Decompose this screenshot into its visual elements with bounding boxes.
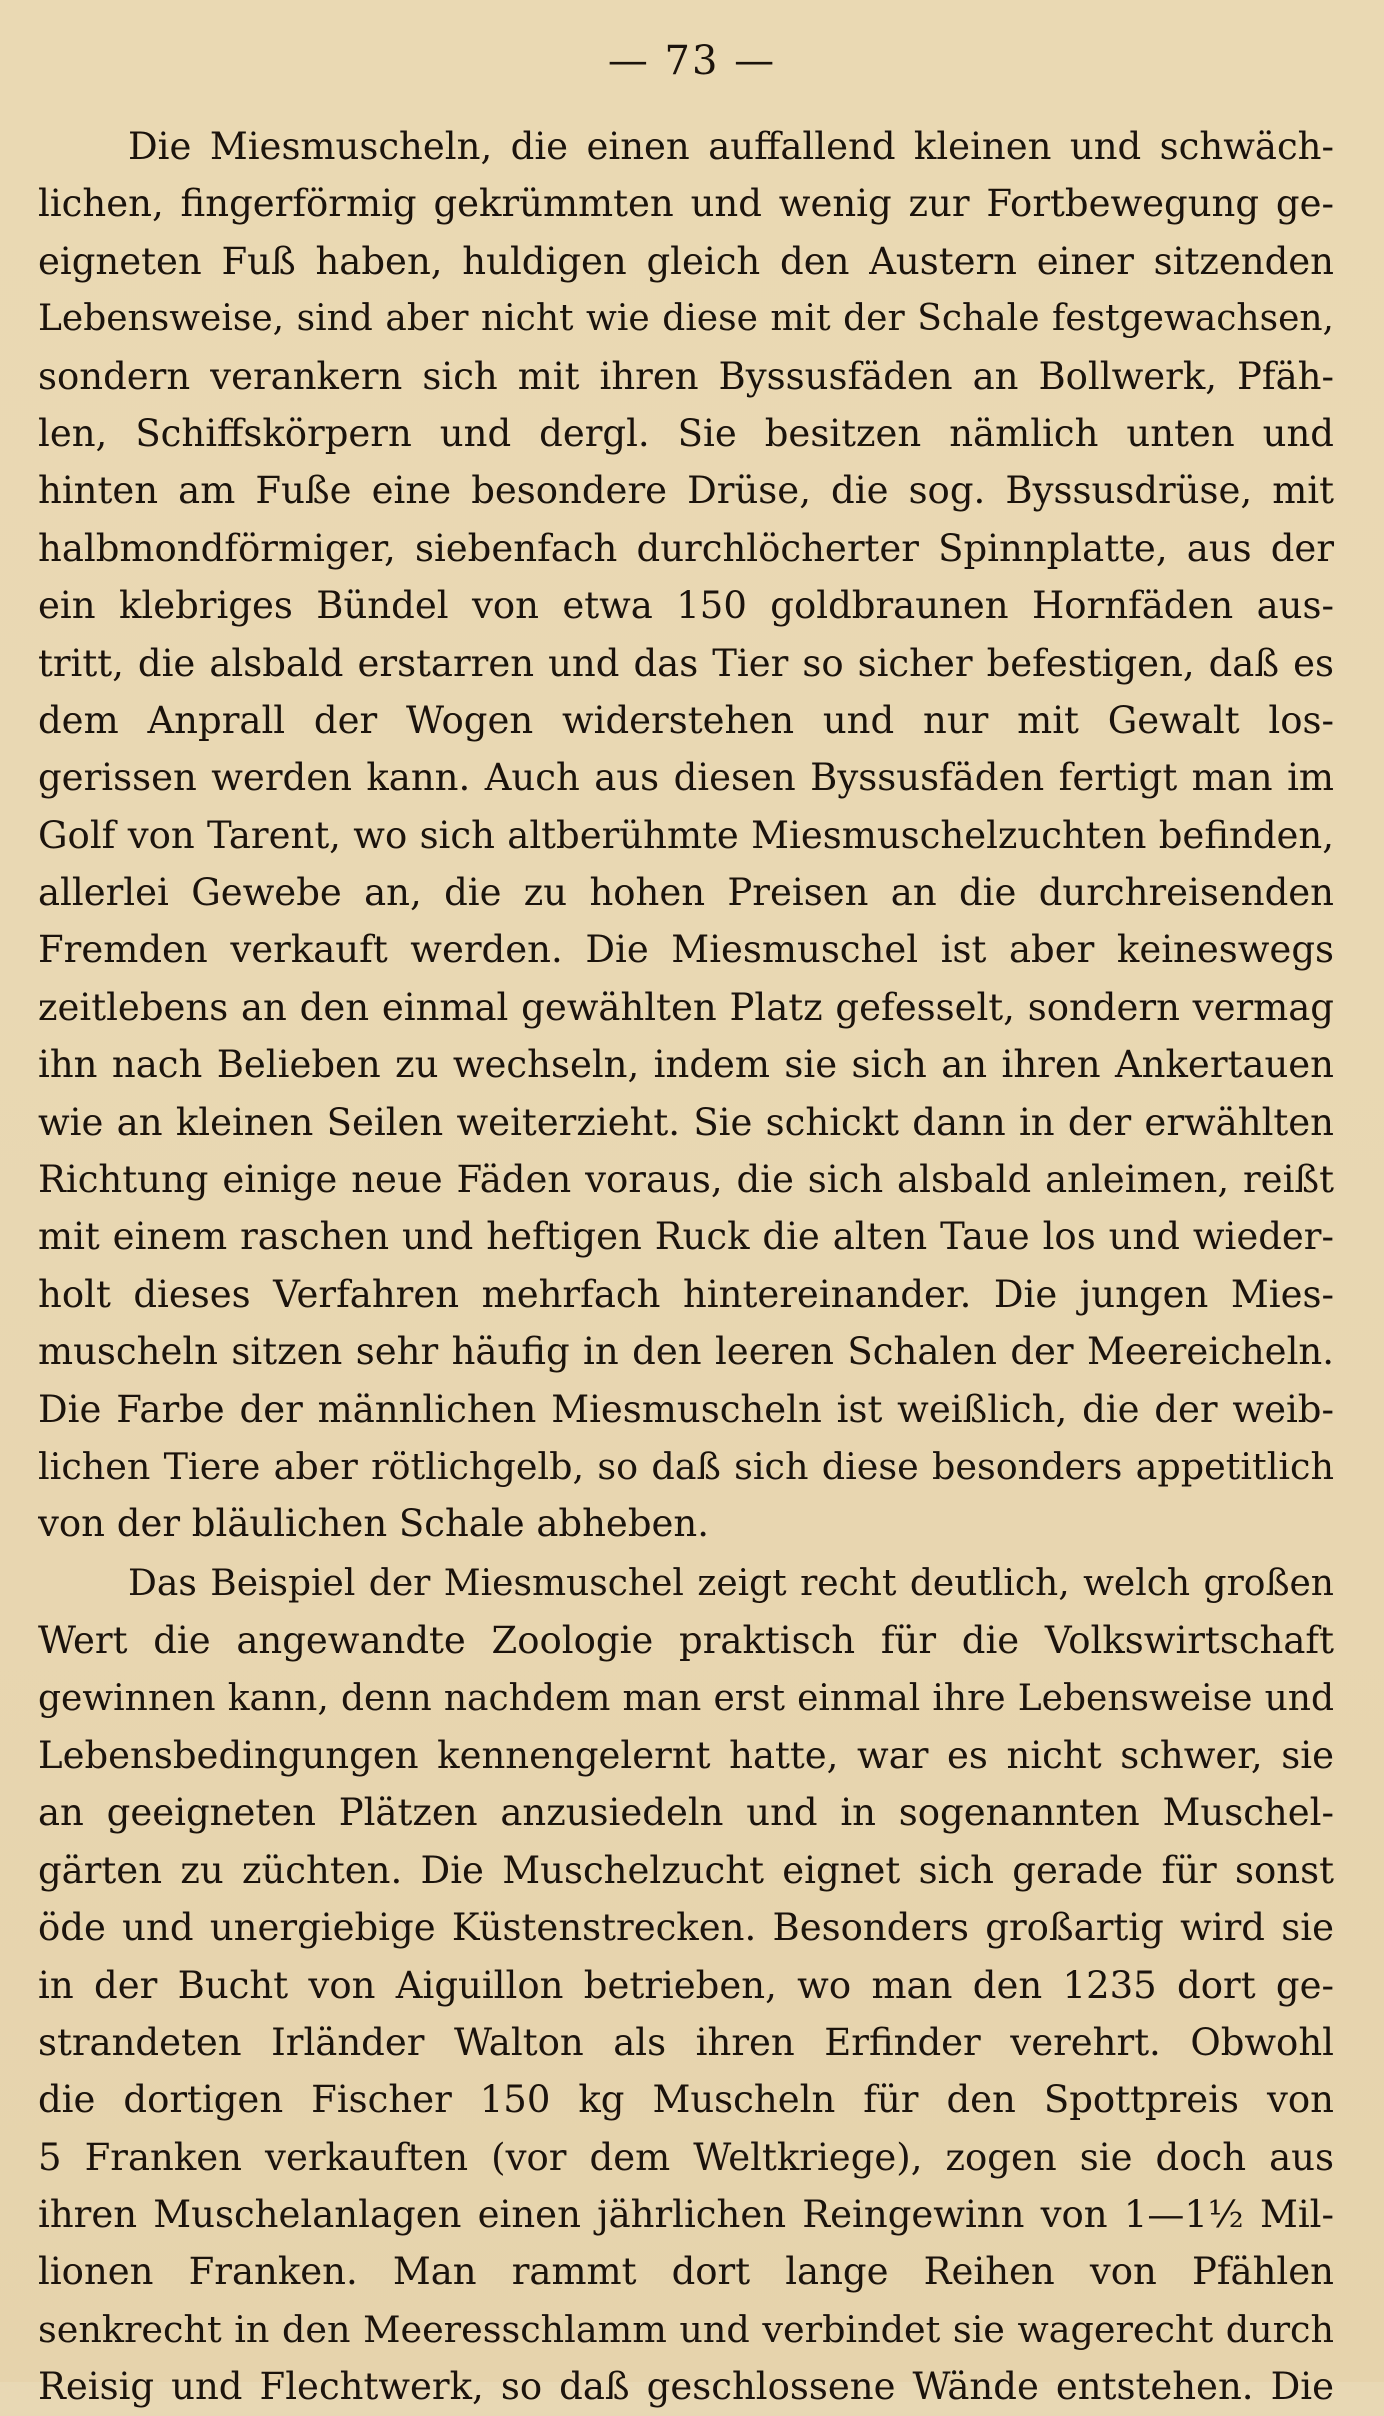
text-line: Lebensweise, sind aber nicht wie diese mit der Schale festgewachsen, [38,298,1334,340]
paragraph-muschelzucht [38,1555,1334,2416]
text-line: die dortigen Fischer 150 kg Muscheln für den Spottpreis von [38,2078,1334,2122]
text-line: Die Farbe der männlichen Miesmuscheln ist weißlich, die der weib- [38,1387,1334,1431]
text-line: Fremden verkauft werden. Die Miesmuschel ist aber keineswegs [38,928,1334,972]
text-line: wie an kleinen Seilen weiterzieht. Sie schickt dann in der erwählten [38,1100,1334,1144]
text-line: gärten zu züchten. Die Muschelzucht eignet sich gerade für sonst [38,1848,1334,1892]
text-line: allerlei Gewebe an, die zu hohen Preisen an die durchreisenden [38,871,1334,915]
text-line: senkrecht in den Meeresschlamm und verbindet sie wagerecht durch [38,2307,1334,2351]
text-line: ein klebriges Bündel von etwa 150 goldbraunen Hornfäden aus- [38,584,1334,628]
text-line: Die Miesmuscheln, die einen auffallend kleinen und schwäch- [128,125,1334,168]
text-line: lichen, fingerförmig gekrümmten und wenig zur Fortbewegung ge- [38,182,1334,226]
text-line: gerissen werden kann. Auch aus diesen Byssusfäden fertigt man im [38,756,1334,800]
text-line: lionen Franken. Man rammt dort lange Reihen von Pfählen [38,2250,1334,2294]
text-line: tritt, die alsbald erstarren und das Tier so sicher befestigen, daß es [38,641,1334,685]
text-line: Richtung einige neue Fäden voraus, die sich alsbald anleimen, reißt [38,1158,1334,1202]
paragraph-miesmuscheln [38,118,1334,1553]
text-line: zeitlebens an den einmal gewählten Platz gefesselt, sondern vermag [38,985,1334,1029]
text-line: lichen Tiere aber rötlichgelb, so daß sich diese besonders appetitlich [38,1444,1334,1488]
body-text [38,118,1334,2416]
text-line: ihn nach Belieben zu wechseln, indem sie sich an ihren Ankertauen [38,1043,1334,1087]
text-line: len, Schiffskörpern und dergl. Sie besitzen nämlich unten und [38,411,1334,455]
text-line: Lebensbedingungen kennengelernt hatte, war es nicht schwer, sie [38,1733,1334,1777]
text-line: Wert die angewandte Zoologie praktisch für die Volkswirtschaft [38,1619,1334,1663]
text-line: holt dieses Verfahren mehrfach hintereinander. Die jungen Mies- [38,1272,1334,1316]
text-line: halbmondförmiger, siebenfach durchlöcherter Spinnplatte, aus der [38,526,1334,570]
text-line: mit einem raschen und heftigen Ruck die alten Taue los und wieder- [38,1215,1334,1259]
text-line: 5 Franken verkauften (vor dem Weltkriege), zogen sie doch aus [38,2135,1334,2179]
text-line: öde und unergiebige Küstenstrecken. Besonders großartig wird sie [38,1906,1334,1950]
text-line: dem Anprall der Wogen widerstehen und nur mit Gewalt los- [38,698,1334,742]
text-line: in der Bucht von Aiguillon betrieben, wo man den 1235 dort ge- [38,1963,1334,2007]
page-number: — 73 — [607,38,777,84]
text-line: Golf von Tarent, wo sich altberühmte Miesmuschelzuchten befinden, [38,813,1334,857]
text-line: Das Beispiel der Miesmuschel zeigt recht deutlich, welch großen [128,1562,1334,1604]
text-line: gewinnen kann, denn nachdem man erst einmal ihre Lebensweise und [38,1677,1334,1719]
text-line: von der bläulichen Schale abheben. [38,1502,710,1546]
text-line: an geeigneten Plätzen anzusiedeln und in sogenannten Muschel- [38,1791,1334,1835]
text-line: strandeten Irländer Walton als ihren Erfinder verehrt. Obwohl [38,2020,1334,2064]
text-line: hinten am Fuße eine besondere Drüse, die sog. Byssusdrüse, mit [38,469,1334,513]
text-line: Reisig und Flechtwerk, so daß geschlossene Wände entstehen. Die [38,2365,1334,2409]
text-line: ihren Muschelanlagen einen jährlichen Reingewinn von 1—1½ Mil- [38,2193,1334,2237]
text-line: sondern verankern sich mit ihren Byssusfäden an Bollwerk, Pfäh- [38,354,1334,398]
text-line: muscheln sitzen sehr häufig in den leeren Schalen der Meereicheln. [38,1330,1334,1374]
text-line: eigneten Fuß haben, huldigen gleich den Austern einer sitzenden [38,239,1334,283]
